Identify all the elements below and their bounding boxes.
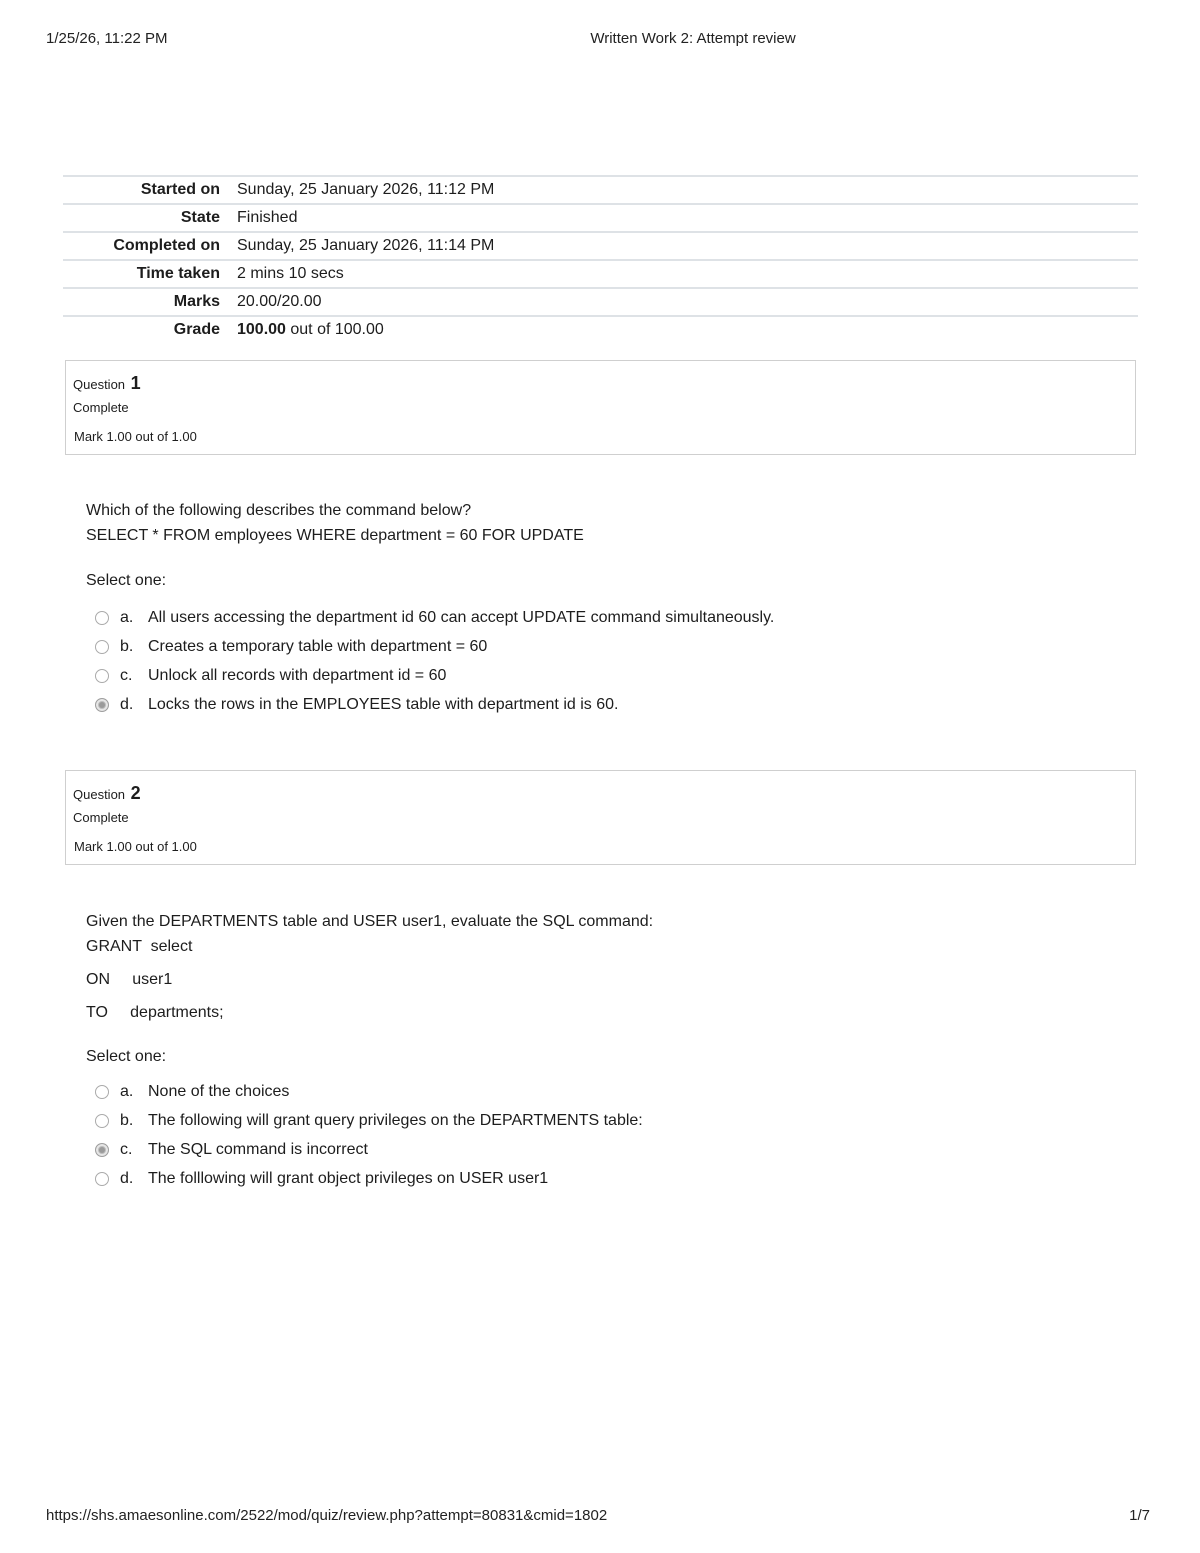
summary-label: Grade [63, 316, 237, 343]
summary-label: Marks [63, 288, 237, 316]
question-text-line: Which of the following describes the command below? [86, 502, 472, 519]
answer-text: The following will grant query privileges on the DEPARTMENTS table: [148, 1112, 643, 1129]
summary-row [63, 176, 1138, 204]
print-page-title: Written Work 2: Attempt review [590, 30, 796, 47]
summary-value: Sunday, 25 January 2026, 11:12 PM [237, 176, 1138, 204]
radio-button-selected[interactable] [95, 698, 109, 712]
answer-letter: a. [120, 609, 134, 626]
print-datetime: 1/25/26, 11:22 PM [46, 30, 168, 47]
answer-letter: c. [120, 1141, 133, 1158]
attempt-summary-table [63, 175, 1138, 343]
answer-text: Locks the rows in the EMPLOYEES table with department id is 60. [148, 696, 619, 713]
question-grade: Mark 1.00 out of 1.00 [74, 839, 197, 854]
print-header [0, 30, 1200, 50]
radio-button[interactable] [95, 669, 109, 683]
answer-letter: b. [120, 638, 134, 655]
radio-button[interactable] [95, 611, 109, 625]
grade-out-of: out of 100.00 [285, 321, 384, 338]
answer-text: Creates a temporary table with department = 60 [148, 638, 488, 655]
radio-button[interactable] [95, 640, 109, 654]
summary-value: Sunday, 25 January 2026, 11:14 PM [237, 232, 1138, 260]
answer-letter: d. [120, 1170, 134, 1187]
summary-row [63, 232, 1138, 260]
question-text-line: TO departments; [86, 1004, 224, 1021]
question-text [86, 909, 653, 1025]
question-text-line: GRANT select [86, 938, 193, 955]
answer-letter: d. [120, 696, 134, 713]
question-text-line: Given the DEPARTMENTS table and USER user1, evaluate the SQL command: [86, 913, 654, 930]
question-number: Question 1 [73, 373, 141, 393]
question-text-line: SELECT * FROM employees WHERE department = 60 FOR UPDATE [86, 527, 584, 544]
answer-text: The folllowing will grant object privileges on USER user1 [148, 1170, 549, 1187]
question-info-box [65, 360, 1136, 455]
question-state: Complete [73, 400, 129, 415]
summary-value: 20.00/20.00 [237, 288, 1138, 316]
summary-value [237, 316, 1138, 343]
summary-value: 2 mins 10 secs [237, 260, 1138, 288]
question-state: Complete [73, 810, 129, 825]
answer-text: None of the choices [148, 1083, 290, 1100]
answer-text: Unlock all records with department id = 60 [148, 667, 447, 684]
radio-button[interactable] [95, 1172, 109, 1186]
summary-label: Time taken [63, 260, 237, 288]
question-number: Question 2 [73, 783, 141, 803]
summary-row [63, 260, 1138, 288]
answer-text: The SQL command is incorrect [148, 1141, 368, 1158]
question-text [86, 498, 584, 548]
radio-button[interactable] [95, 1085, 109, 1099]
summary-label: State [63, 204, 237, 232]
print-url: https://shs.amaesonline.com/2522/mod/quiz/review.php?attempt=80831&cmid=1802 [46, 1507, 608, 1524]
answer-letter: c. [120, 667, 133, 684]
question-text-line: ON user1 [86, 971, 173, 988]
grade-score: 100.00 [237, 321, 286, 338]
summary-label: Started on [63, 176, 237, 204]
answer-letter: b. [120, 1112, 134, 1129]
question-info-box [65, 770, 1136, 865]
summary-label: Completed on [63, 232, 237, 260]
print-footer [0, 1507, 1200, 1527]
summary-row [63, 204, 1138, 232]
summary-row [63, 288, 1138, 316]
summary-value: Finished [237, 204, 1138, 232]
answer-letter: a. [120, 1083, 134, 1100]
print-page-number: 1/7 [1129, 1507, 1150, 1524]
select-one-prompt: Select one: [86, 572, 167, 589]
answer-text: All users accessing the department id 60 can accept UPDATE command simultaneously. [148, 609, 775, 626]
summary-row [63, 316, 1138, 343]
radio-button[interactable] [95, 1114, 109, 1128]
select-one-prompt: Select one: [86, 1048, 167, 1065]
question-grade: Mark 1.00 out of 1.00 [74, 429, 197, 444]
radio-button-selected[interactable] [95, 1143, 109, 1157]
